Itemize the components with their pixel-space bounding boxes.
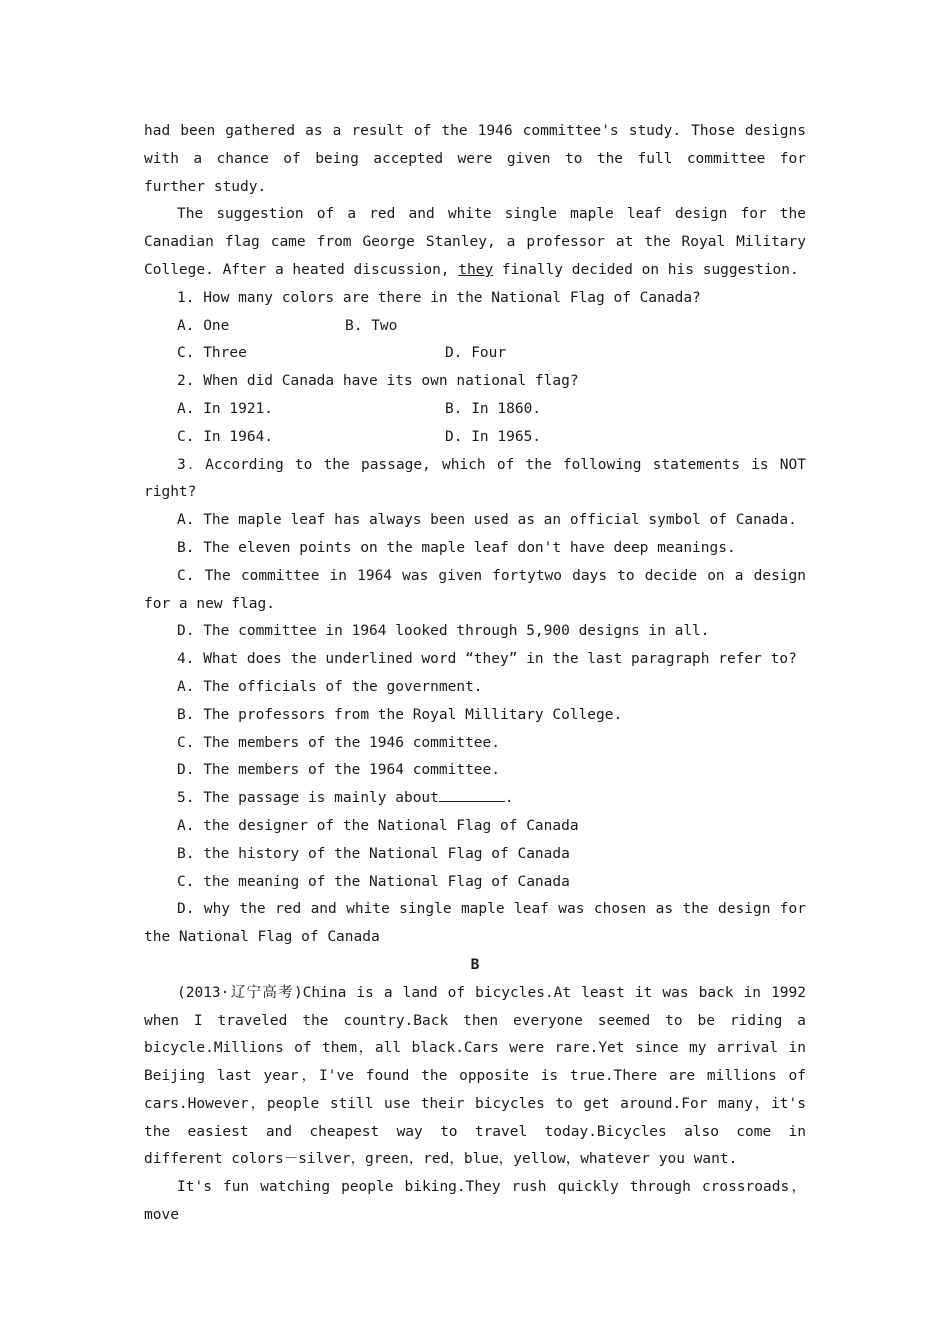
passage-a-paragraph-2 — [144, 201, 806, 284]
question-2-options-row-1 — [144, 396, 806, 424]
question-5-option-c: C. the meaning of the National Flag of Canada — [177, 873, 570, 890]
question-4-option-b: B. The professors from the Royal Millitary College. — [177, 706, 623, 723]
question-5-option-d: D. why the red and white single maple leaf was chosen as the design for the National Flag of Canada — [144, 901, 806, 946]
question-3-stem: 3．According to the passage, which of the following statements is NOT right? — [144, 456, 806, 501]
question-2-option-a: A. In 1921. — [177, 400, 274, 417]
question-3-option-b: B. The eleven points on the maple leaf don't have deep meanings. — [177, 539, 736, 556]
question-2-option-b: B. In 1860. — [445, 400, 542, 417]
question-4-option-a: A. The officials of the government. — [177, 678, 483, 695]
question-2-stem: 2. When did Canada have its own national flag? — [177, 373, 579, 390]
question-5-option-a: A. the designer of the National Flag of Canada — [177, 817, 579, 834]
document-page — [144, 118, 806, 1230]
question-1-option-a: A. One — [177, 317, 230, 334]
question-4-option-d: D. The members of the 1964 committee. — [177, 762, 501, 779]
answer-blank — [439, 787, 505, 802]
question-2-option-d: D. In 1965. — [445, 428, 542, 445]
question-2-option-c: C. In 1964. — [177, 428, 274, 445]
question-1-stem: 1. How many colors are there in the National Flag of Canada? — [177, 289, 701, 306]
question-3-option-d: D. The committee in 1964 looked through 5,900 designs in all. — [177, 623, 710, 640]
section-b-heading: B — [470, 956, 480, 973]
question-5-stem — [144, 785, 806, 813]
passage-a-paragraph-1: had been gathered as a result of the 1946 committee's study. Those designs with a chance of being accepted were given to the full committee for further study. — [144, 123, 806, 195]
question-4-stem: 4. What does the underlined word “they” in the last paragraph refer to? — [177, 651, 797, 668]
section-b-paragraph-1: (2013·辽宁高考)China is a land of bicycles.At least it was back in 1992 when I traveled the country.Back then everyone seemed to be riding a bicycle.Millions of them，all black.Cars were rare.Yet since my arrival in Beijing last year，I've found the opposite is true.There are millions of cars.However，people still use their bicycles to get around.For many，it's the easiest and cheapest way to travel today.Bicycles also come in different colors－silver，green，red，blue，yellow，whatever you want. — [144, 984, 806, 1168]
para2-text-after: finally decided on his suggestion. — [493, 261, 799, 278]
question-5-stem-period: . — [504, 790, 514, 807]
question-1-option-c: C. Three — [177, 345, 247, 362]
question-1-options-row-2 — [144, 340, 806, 368]
question-3-option-c: C. The committee in 1964 was given fortytwo days to decide on a design for a new flag. — [144, 567, 806, 612]
question-1-option-b: B. Two — [345, 317, 398, 334]
section-b-paragraph-2: It's fun watching people biking.They rush quickly through crossroads，move — [144, 1179, 806, 1224]
question-5-stem-text: 5. The passage is mainly about — [177, 790, 439, 807]
para2-text-before: The suggestion of a red and white single maple leaf design for the Canadian flag came from George Stanley, a professor at the Royal Military College. After a heated discussion, — [144, 206, 806, 278]
question-1-option-d: D. Four — [445, 345, 507, 362]
question-1-options-row-1 — [144, 313, 806, 341]
question-3-option-a: A. The maple leaf has always been used as an official symbol of Canada. — [177, 512, 797, 529]
question-5-option-b: B. the history of the National Flag of Canada — [177, 845, 570, 862]
underlined-word-they: they — [458, 261, 494, 278]
question-4-option-c: C. The members of the 1946 committee. — [177, 734, 501, 751]
question-2-options-row-2 — [144, 424, 806, 452]
